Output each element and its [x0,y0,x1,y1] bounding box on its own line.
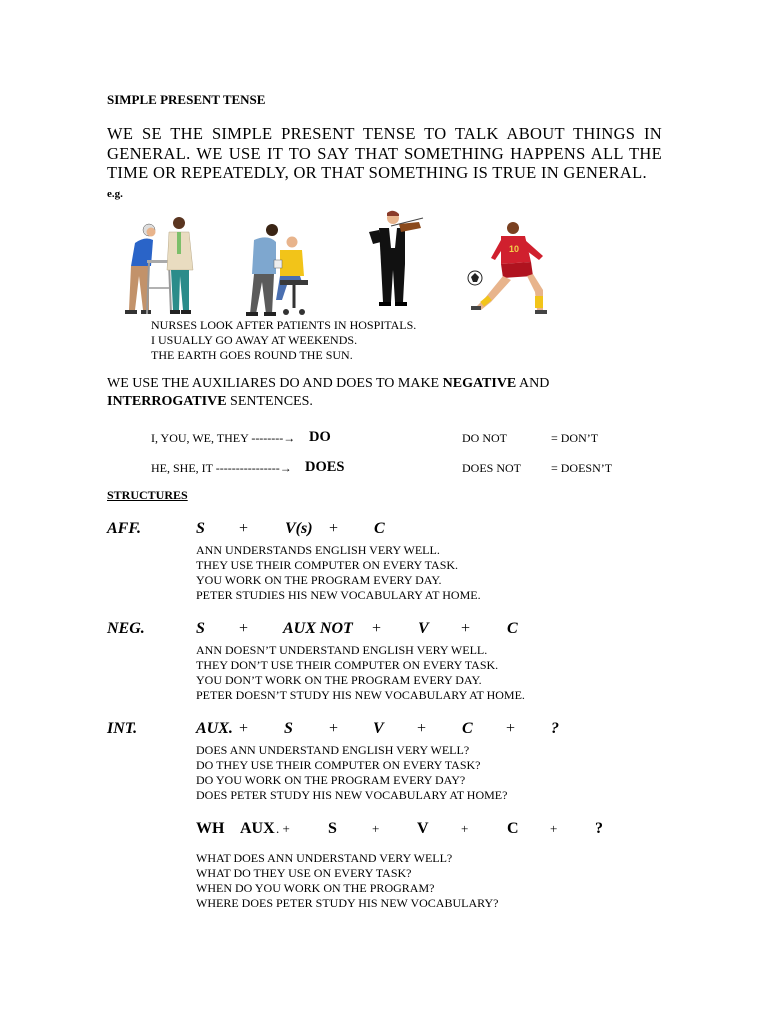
formula-plus: + [329,720,339,737]
wh-sentence: WHEN DO YOU WORK ON THE PROGRAM? [196,881,435,895]
nurse-helping-elderly-woman-illustration [115,210,197,318]
interrogative-keyword: INTERROGATIVE [107,393,227,409]
wh-sentence: WHAT DO THEY USE ON EVERY TASK? [196,866,412,880]
aff-sentences [196,543,481,603]
aff-sentence: ANN UNDERSTANDS ENGLISH VERY WELL. [196,543,440,557]
neg-sentences [196,643,525,703]
aux-row-negative: DO NOT [462,431,507,445]
formula-plus: + [372,821,380,836]
formula-plus: . + [276,821,290,836]
formula-aux-not: AUX NOT [283,620,353,637]
intro-paragraph: WE SE THE SIMPLE PRESENT TENSE TO TALK ABOUT THINGS IN GENERAL. WE USE IT TO SAY THAT SOMETHING HAPPENS ALL THE TIME OR REPEATEDLY, OR THAT SOMETHING IS TRUE IN GENERAL. [107,124,662,182]
formula-question-mark: ? [551,720,559,737]
formula-complement: C [462,720,473,737]
formula-complement: C [507,820,519,837]
eg-label: e.g. [107,188,123,200]
violinist-illustration [365,208,425,308]
aux-text: AND [516,376,550,391]
aff-sentence: THEY USE THEIR COMPUTER ON EVERY TASK. [196,558,459,572]
int-sentence: DOES PETER STUDY HIS NEW VOCABULARY AT HOME? [196,788,508,802]
formula-plus: + [329,520,339,537]
formula-verb: V [417,820,429,837]
page-title: SIMPLE PRESENT TENSE [107,92,266,107]
aff-label: AFF. [107,520,141,537]
structures-heading: STRUCTURES [107,488,188,502]
formula-subject: S [328,820,337,837]
formula-complement: C [374,520,385,537]
formula-subject: S [284,720,293,737]
formula-aux: AUX [240,820,275,837]
example-sentence: I USUALLY GO AWAY AT WEEKENDS. [151,333,358,347]
example-sentence: THE EARTH GOES ROUND THE SUN. [151,348,353,362]
neg-sentence: ANN DOESN’T UNDERSTAND ENGLISH VERY WELL. [196,643,488,657]
formula-complement: C [507,620,518,637]
negative-keyword: NEGATIVE [442,376,517,391]
formula-plus: + [417,720,427,737]
formula-verb: V [373,720,384,737]
neg-sentence: THEY DON’T USE THEIR COMPUTER ON EVERY TASK. [196,658,499,672]
formula-plus: + [372,620,382,637]
formula-plus: + [239,520,249,537]
aff-sentence: YOU WORK ON THE PROGRAM EVERY DAY. [196,573,442,587]
example-sentences [151,318,416,363]
int-sentences [196,743,507,803]
doctor-checking-patient-illustration [240,220,312,318]
aff-sentence: PETER STUDIES HIS NEW VOCABULARY AT HOME. [196,588,481,602]
formula-plus: + [506,720,516,737]
aux-row-contraction: = DOESN’T [551,461,613,475]
example-sentence: NURSES LOOK AFTER PATIENTS IN HOSPITALS. [151,318,417,332]
formula-question-mark: ? [595,820,603,837]
formula-verb: V [418,620,429,637]
neg-label: NEG. [107,620,145,637]
formula-subject: S [196,620,205,637]
neg-sentence: PETER DOESN’T STUDY HIS NEW VOCABULARY AT HOME. [196,688,525,702]
formula-plus: + [461,821,469,836]
aux-row-subjects: HE, SHE, IT ----------------→ [151,461,292,475]
int-label: INT. [107,720,138,737]
formula-subject: S [196,520,205,537]
formula-plus: + [461,620,471,637]
aux-row-negative: DOES NOT [462,461,521,475]
aux-row-verb: DO [309,429,331,445]
auxiliaries-explanation [107,375,549,410]
jersey-number: 10 [509,244,520,254]
formula-wh: WH [196,820,225,837]
neg-sentence: YOU DON’T WORK ON THE PROGRAM EVERY DAY. [196,673,482,687]
soccer-player-illustration [465,220,557,320]
aux-text: WE USE THE AUXILIARES DO AND DOES TO MAKE [107,376,443,391]
aux-text: SENTENCES. [226,393,313,409]
int-sentence: DOES ANN UNDERSTAND ENGLISH VERY WELL? [196,743,470,757]
formula-aux: AUX. [196,720,233,737]
aux-row-subjects: I, YOU, WE, THEY --------→ [151,431,296,445]
formula-plus: + [239,720,249,737]
formula-plus: + [550,821,558,836]
wh-sentence: WHAT DOES ANN UNDERSTAND VERY WELL? [196,851,453,865]
formula-verb: V(s) [285,520,313,537]
aux-row-verb: DOES [305,459,345,475]
int-sentence: DO YOU WORK ON THE PROGRAM EVERY DAY? [196,773,466,787]
wh-sentence: WHERE DOES PETER STUDY HIS NEW VOCABULARY? [196,896,499,910]
formula-plus: + [239,620,249,637]
aux-row-contraction: = DON’T [551,431,599,445]
wh-sentences [196,851,498,911]
int-sentence: DO THEY USE THEIR COMPUTER ON EVERY TASK? [196,758,481,772]
